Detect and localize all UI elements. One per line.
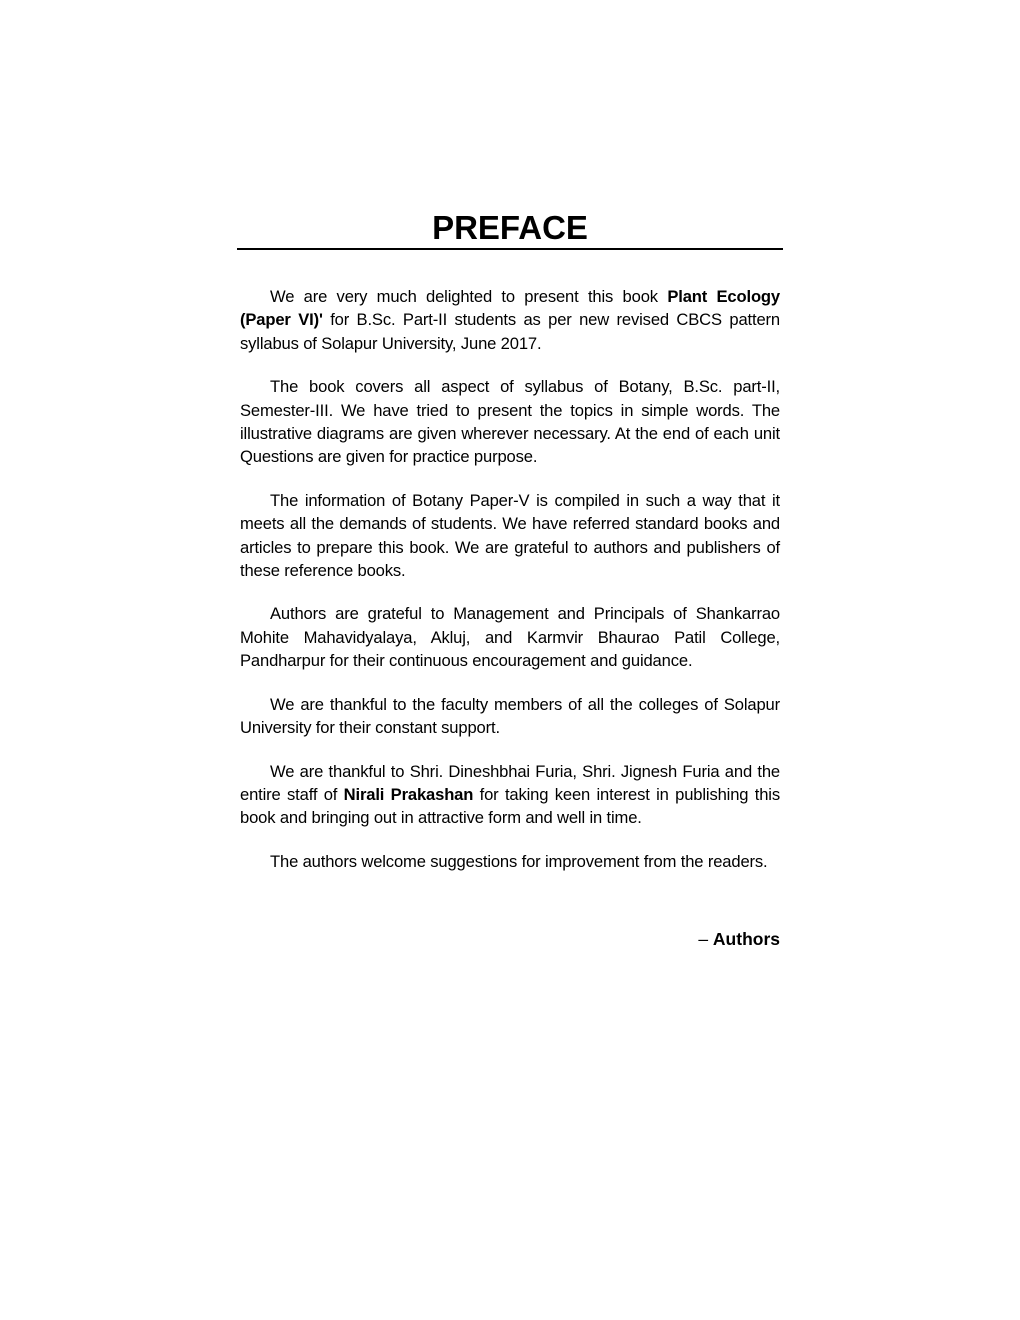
paragraph-intro [240, 285, 780, 355]
preface-page [238, 208, 782, 950]
page-title: PREFACE [432, 209, 588, 246]
signature-name: Authors [712, 929, 780, 950]
paragraph-information: The information of Botany Paper-V is compiled in such a way that it meets all the demands of students. We have referred standard books and articles to prepare this book. We are grateful to authors and publishers of these reference books. [240, 490, 780, 581]
signature [238, 929, 782, 950]
paragraph-intro-text-a: We are very much delighted to present this book [270, 287, 668, 306]
preface-body [238, 285, 782, 873]
paragraph-coverage: The book covers all aspect of syllabus of Botany, B.Sc. part-II, Semester-III. We have tried to present the topics in simple words. The illustrative diagrams are given wherever necessary. At the end of each unit Questions are given for practice purpose. [240, 377, 780, 467]
paragraph-suggestions: The authors welcome suggestions for improvement from the readers. [270, 851, 768, 871]
paragraph-publisher-text-b: for taking keen interest in publishing this book and bringing out in attractive form and well in time. [240, 784, 780, 828]
signature-dash: – [698, 929, 713, 950]
paragraph-thanks-faculty: We are thankful to the faculty members of all the colleges of Solapur University for their constant support. [240, 694, 780, 738]
publisher-name: Nirali Prakashan [343, 784, 474, 804]
title-underline [237, 248, 783, 250]
paragraph-thanks-publisher [240, 760, 780, 830]
paragraph-publisher-text-a: We are thankful to Shri. Dineshbhai Furia, Shri. Jignesh Furia and the entire staff of [240, 761, 780, 804]
book-title: Plant Ecology (Paper VI)' [240, 287, 780, 330]
paragraph-intro-text-b: for B.Sc. Part-II students as per new revised CBCS pattern syllabus of Solapur University, June 2017. [240, 310, 780, 353]
paragraph-gratitude-management: Authors are grateful to Management and Principals of Shankarrao Mohite Mahavidyalaya, Akluj, and Karmvir Bhaurao Patil College, Pandharpur for their continuous encouragement and guidance. [240, 604, 780, 671]
